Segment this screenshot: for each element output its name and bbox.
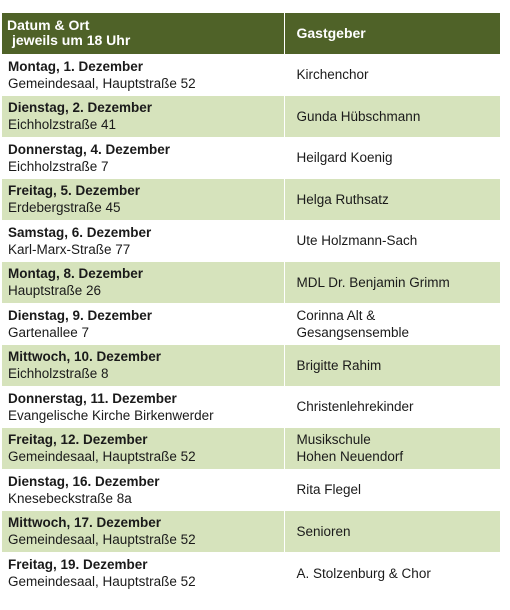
day-label: Montag, 8. Dezember xyxy=(8,266,144,282)
day-label: Dienstag, 2. Dezember xyxy=(8,100,153,116)
host-cell xyxy=(284,54,500,96)
place-label: Erdebergstraße 45 xyxy=(8,200,121,216)
table-row xyxy=(2,220,500,262)
table-row xyxy=(2,469,500,511)
host-cell xyxy=(284,96,500,138)
host-label: Heilgard Koenig xyxy=(296,150,393,166)
header-date-place-title: Datum & Ort xyxy=(7,17,90,34)
table-row xyxy=(2,54,500,96)
place-label: Knesebeckstraße 8a xyxy=(8,490,132,506)
host-cell xyxy=(284,386,500,428)
host-label: Senioren xyxy=(296,523,351,539)
host-label: Brigitte Rahim xyxy=(296,357,382,373)
day-label: Dienstag, 16. Dezember xyxy=(8,473,160,489)
date-place-cell xyxy=(2,552,284,594)
host-cell xyxy=(284,552,500,594)
table-row xyxy=(2,262,500,304)
host-label: Musikschule Hohen Neuendorf xyxy=(296,432,404,465)
host-cell xyxy=(284,179,500,221)
place-label: Eichholzstraße 8 xyxy=(8,366,109,382)
host-label: A. Stolzenburg & Chor xyxy=(296,565,431,581)
date-place-cell xyxy=(2,469,284,511)
day-label: Freitag, 19. Dezember xyxy=(8,557,148,572)
host-cell xyxy=(284,511,500,553)
host-cell xyxy=(284,428,500,470)
host-cell xyxy=(284,262,500,304)
place-label: Evangelische Kirche Birkenwerder xyxy=(8,407,214,423)
day-label: Freitag, 5. Dezember xyxy=(8,183,141,199)
host-label: Kirchenchor xyxy=(296,67,369,83)
host-label: MDL Dr. Benjamin Grimm xyxy=(296,274,450,290)
header-row xyxy=(2,13,500,54)
header-host: Gastgeber xyxy=(296,24,366,41)
host-label: Corinna Alt & Gesangsensemble xyxy=(296,307,410,340)
place-label: Gemeindesaal, Hauptstraße 52 xyxy=(8,532,196,548)
header-time-note: jeweils um 18 Uhr xyxy=(12,32,131,49)
host-cell xyxy=(284,469,500,511)
date-place-cell xyxy=(2,303,284,345)
day-label: Donnerstag, 11. Dezember xyxy=(8,390,177,406)
host-cell xyxy=(284,220,500,262)
date-place-cell xyxy=(2,262,284,304)
date-place-cell xyxy=(2,345,284,387)
table-row xyxy=(2,511,500,553)
host-cell xyxy=(284,303,500,345)
date-place-cell xyxy=(2,428,284,470)
day-label: Samstag, 6. Dezember xyxy=(8,224,152,240)
table-row xyxy=(2,179,500,221)
table-row xyxy=(2,428,500,470)
host-label: Christenlehrekinder xyxy=(296,399,414,415)
place-label: Eichholzstraße 7 xyxy=(8,158,109,174)
day-label: Montag, 1. Dezember xyxy=(8,58,144,74)
place-label: Gemeindesaal, Hauptstraße 52 xyxy=(8,75,196,91)
host-label: Gunda Hübschmann xyxy=(296,108,421,124)
table-row xyxy=(2,552,500,594)
date-place-cell xyxy=(2,96,284,138)
place-label: Gemeindesaal, Hauptstraße 52 xyxy=(8,574,196,589)
host-label: Helga Ruthsatz xyxy=(296,191,389,207)
header-date-place xyxy=(2,13,284,54)
date-place-cell xyxy=(2,220,284,262)
day-label: Mittwoch, 10. Dezember xyxy=(8,349,162,365)
table-body xyxy=(2,54,500,594)
date-place-cell xyxy=(2,137,284,179)
host-cell xyxy=(284,345,500,387)
table-row xyxy=(2,96,500,138)
table-row xyxy=(2,345,500,387)
schedule-table xyxy=(2,13,500,594)
day-label: Freitag, 12. Dezember xyxy=(8,432,148,448)
table-row xyxy=(2,303,500,345)
day-label: Mittwoch, 17. Dezember xyxy=(8,515,162,531)
date-place-cell xyxy=(2,179,284,221)
host-cell xyxy=(284,137,500,179)
date-place-cell xyxy=(2,511,284,553)
place-label: Gemeindesaal, Hauptstraße 52 xyxy=(8,449,196,465)
place-label: Eichholzstraße 41 xyxy=(8,117,117,133)
host-label: Rita Flegel xyxy=(296,482,362,498)
table-row xyxy=(2,386,500,428)
day-label: Donnerstag, 4. Dezember xyxy=(8,141,171,157)
table-row xyxy=(2,137,500,179)
place-label: Hauptstraße 26 xyxy=(8,283,102,299)
place-label: Gartenallee 7 xyxy=(8,324,90,340)
place-label: Karl-Marx-Straße 77 xyxy=(8,241,131,257)
day-label: Dienstag, 9. Dezember xyxy=(8,307,153,323)
table-header xyxy=(2,13,500,54)
host-label: Ute Holzmann-Sach xyxy=(296,233,418,249)
date-place-cell xyxy=(2,386,284,428)
date-place-cell xyxy=(2,54,284,96)
